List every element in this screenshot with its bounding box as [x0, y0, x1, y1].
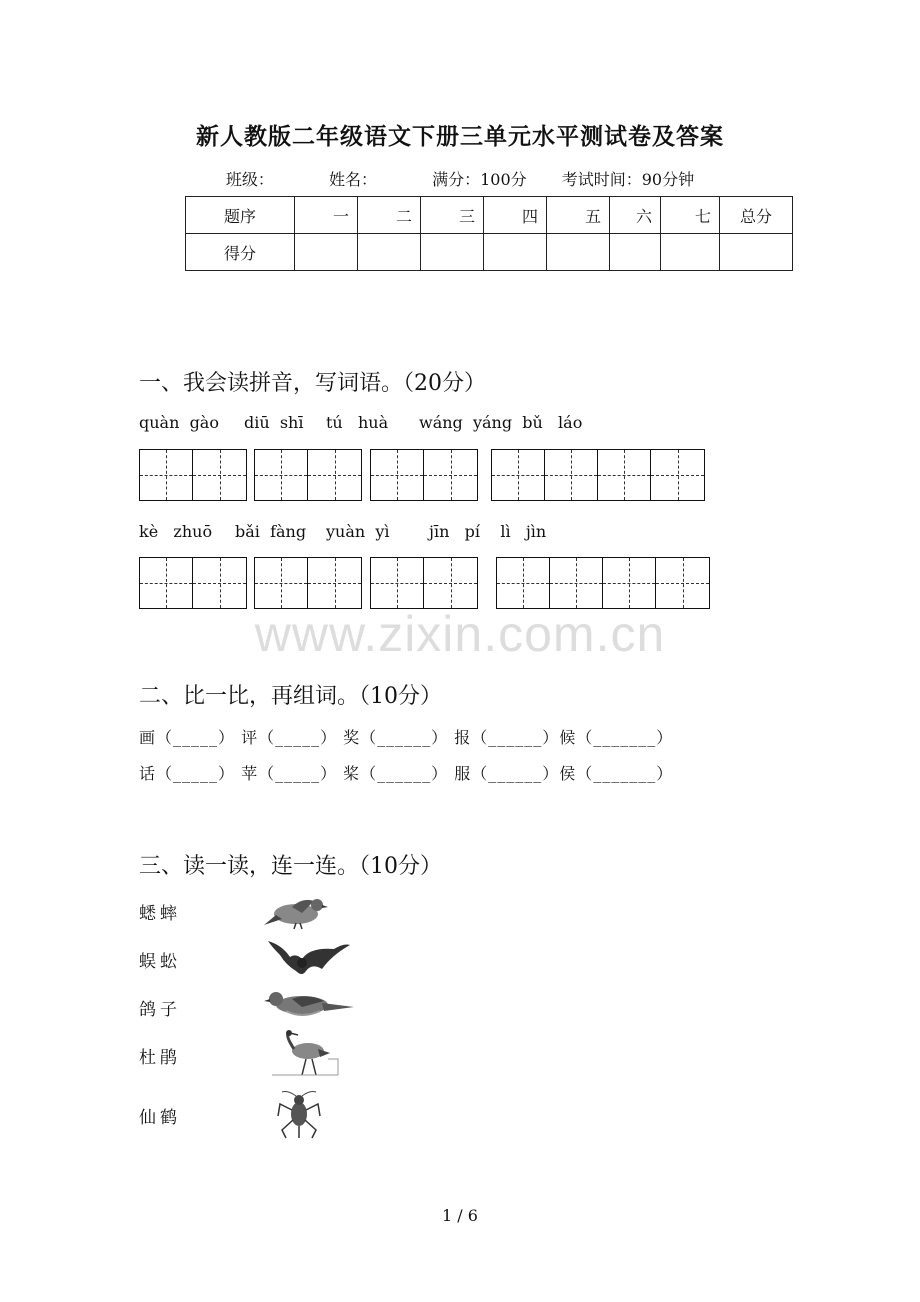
table-header: 四 — [484, 197, 547, 234]
writing-grid[interactable] — [496, 557, 710, 609]
score-table — [185, 196, 793, 271]
table-header: 一 — [295, 197, 358, 234]
pinyin-2-4: jīn pí lì jìn — [429, 522, 547, 541]
score-cell[interactable] — [358, 234, 421, 271]
name-label: 姓名： — [328, 170, 377, 189]
watermark: www.zixin.com.cn — [254, 606, 666, 662]
score-cell[interactable] — [484, 234, 547, 271]
class-label: 班级： — [225, 170, 274, 189]
match-word: 蟋蟀 — [139, 904, 181, 924]
table-header: 七 — [661, 197, 720, 234]
table-header: 二 — [358, 197, 421, 234]
table-header: 五 — [547, 197, 610, 234]
writing-grid[interactable] — [370, 557, 478, 609]
table-header: 六 — [610, 197, 661, 234]
match-word: 仙鹤 — [139, 1108, 181, 1128]
writing-grid[interactable] — [254, 449, 362, 501]
score-cell[interactable] — [421, 234, 484, 271]
score-cell[interactable] — [720, 234, 793, 271]
exam-time: 考试时间：90分钟 — [561, 170, 695, 189]
score-table-score-row — [186, 234, 793, 271]
match-word: 鸽子 — [139, 1000, 181, 1020]
writing-grid[interactable] — [491, 449, 705, 501]
compare-line-1[interactable]: 画（_____） 评（_____） 奖（______） 报（______）候（_______） — [139, 728, 674, 747]
match-word: 蜈蚣 — [139, 952, 181, 972]
page-number: 1 / 6 — [442, 1206, 478, 1225]
pigeon-image — [262, 887, 330, 931]
pinyin-2-1: kè zhuō — [139, 522, 213, 541]
crane-image — [268, 1029, 342, 1079]
match-word: 杜鹃 — [139, 1048, 181, 1068]
pinyin-1-3: tú huà — [326, 413, 389, 432]
pinyin-1-4: wáng yáng bǔ láo — [419, 413, 583, 432]
score-cell[interactable] — [547, 234, 610, 271]
compare-line-2[interactable]: 话（_____） 苹（_____） 桨（______） 服（______）侯（_______） — [139, 764, 674, 783]
table-header: 总分 — [720, 197, 793, 234]
pinyin-2-2: bǎi fàng — [235, 522, 307, 541]
section1-heading: 一、我会读拼音，写词语。（20分） — [139, 371, 486, 396]
writing-grid[interactable] — [370, 449, 478, 501]
score-row-label: 得分 — [186, 234, 295, 271]
score-cell[interactable] — [610, 234, 661, 271]
cricket-image — [272, 1090, 326, 1140]
writing-grid[interactable] — [139, 557, 247, 609]
score-cell[interactable] — [295, 234, 358, 271]
pinyin-2-3: yuàn yì — [326, 522, 390, 541]
bat-image — [262, 935, 354, 981]
student-info — [0, 167, 920, 190]
pinyin-1-1: quàn gào — [139, 413, 219, 432]
writing-grid[interactable] — [139, 449, 247, 501]
score-table-header-row — [186, 197, 793, 234]
section2-heading: 二、比一比，再组词。（10分） — [139, 684, 442, 709]
cuckoo-image — [262, 985, 356, 1025]
table-header: 题序 — [186, 197, 295, 234]
page-title: 新人教版二年级语文下册三单元水平测试卷及答案 — [196, 123, 724, 150]
pinyin-1-2: diū shī — [244, 413, 304, 432]
full-score: 满分：100分 — [432, 170, 527, 189]
section3-heading: 三、读一读，连一连。（10分） — [139, 854, 442, 879]
score-cell[interactable] — [661, 234, 720, 271]
writing-grid[interactable] — [254, 557, 362, 609]
table-header: 三 — [421, 197, 484, 234]
